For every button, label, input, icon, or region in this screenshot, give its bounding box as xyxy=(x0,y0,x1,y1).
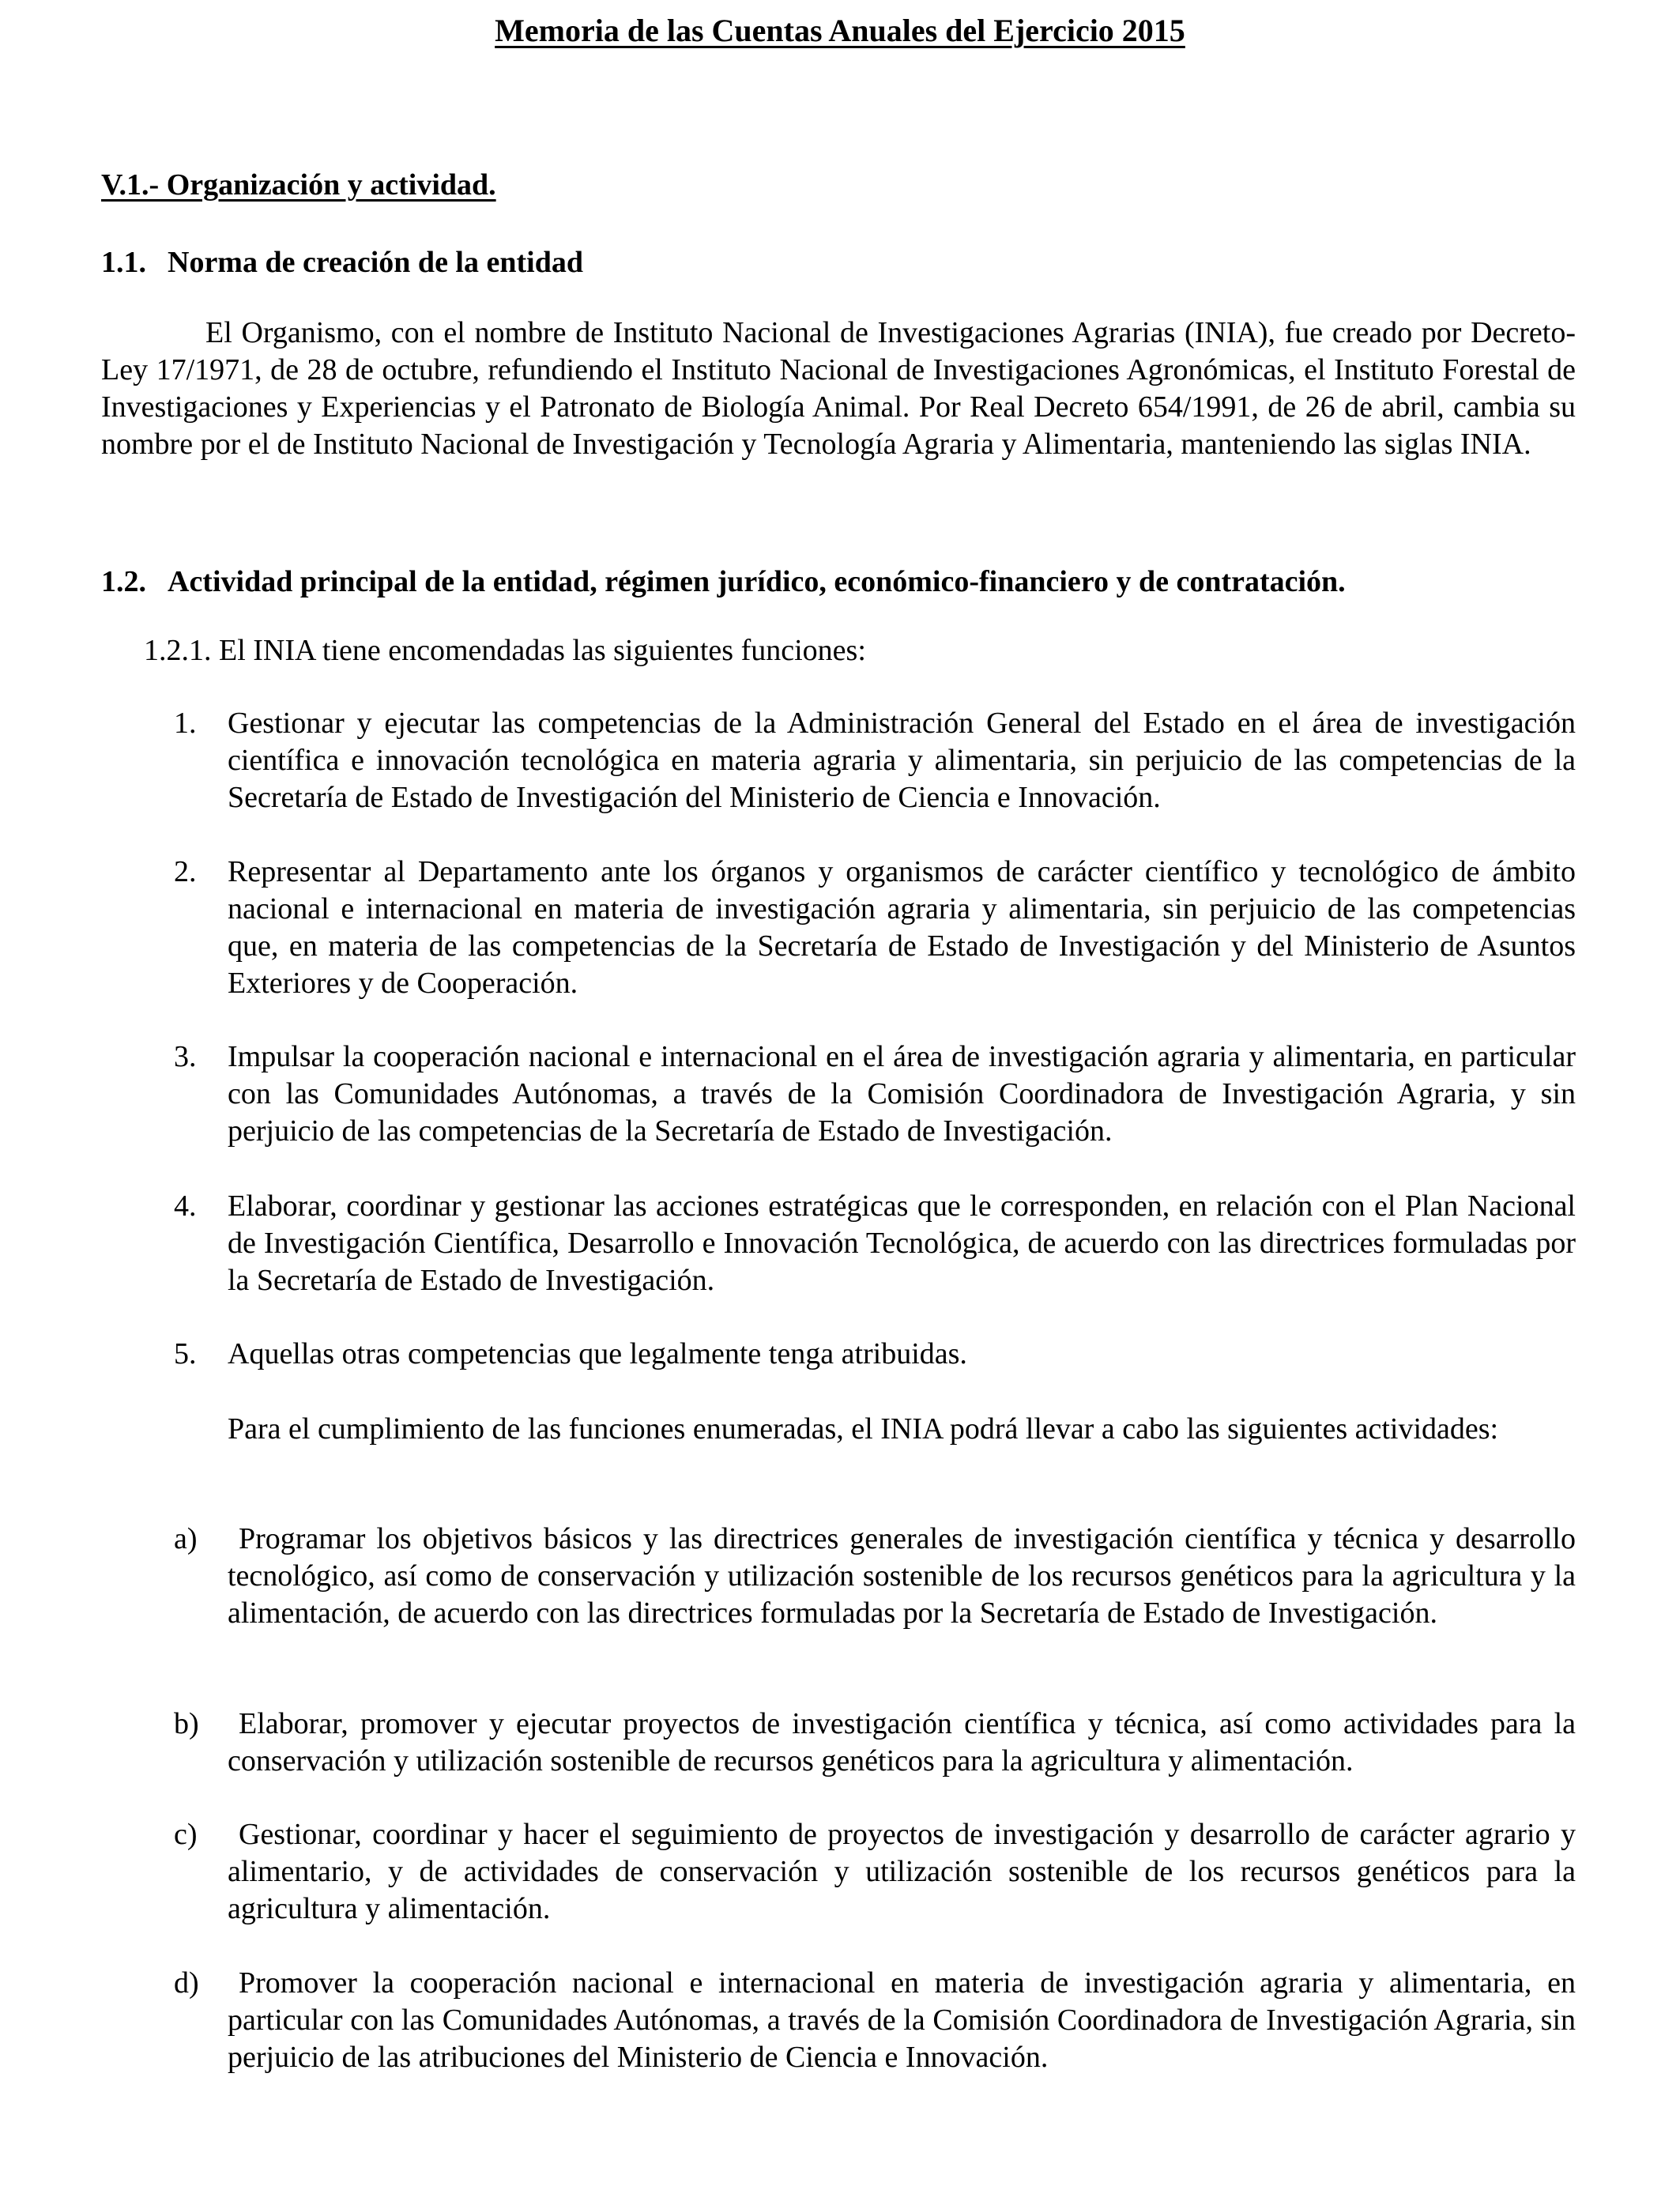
activity-item xyxy=(174,1521,1576,1632)
document-title: Memoria de las Cuentas Anuales del Ejercicio 2015 xyxy=(495,13,1185,48)
function-marker: 1. xyxy=(174,707,197,740)
function-marker: 5. xyxy=(174,1337,197,1370)
activity-marker: b) xyxy=(174,1707,199,1740)
function-marker: 3. xyxy=(174,1040,197,1073)
activity-text: Elaborar, promover y ejecutar proyectos de investigación científica y técnica, así como actividades para la conservación y utilización sostenible de recursos genéticos para la agricultura y alimentación. xyxy=(228,1707,1576,1777)
activity-text: Programar los objetivos básicos y las directrices generales de investigación científica y técnica y desarrollo tecnológico, así como de conservación y utilización sostenible de los recursos genéticos para la agricultura y la alimentación, de acuerdo con las directrices formuladas por la Secretaría de Estado de Investigación. xyxy=(228,1522,1576,1630)
function-text: Gestionar y ejecutar las competencias de la Administración General del Estado en el área de investigación científica e innovación tecnológica en materia agraria y alimentaria, sin perjuicio de las competencias de la Secretaría de Estado de Investigación del Ministerio de Ciencia e Innovación. xyxy=(228,707,1576,814)
subsection-1-1-heading xyxy=(101,243,583,281)
function-item xyxy=(174,1039,1576,1150)
activity-item xyxy=(174,1965,1576,2076)
activity-text: Gestionar, coordinar y hacer el seguimiento de proyectos de investigación y desarrollo de carácter agrario y alimentario, y de actividades de conservación y utilización sostenible de los recursos genéticos para la agricultura y alimentación. xyxy=(228,1818,1576,1925)
function-text: Aquellas otras competencias que legalmente tenga atribuidas. xyxy=(228,1337,967,1370)
function-text: Impulsar la cooperación nacional e internacional en el área de investigación agraria y alimentaria, en particular con las Comunidades Autónomas, a través de la Comisión Coordinadora de Investigación Agraria, y sin perjuicio de las competencias de la Secretaría de Estado de Investigación. xyxy=(228,1040,1576,1148)
functions-intro: 1.2.1. El INIA tiene encomendadas las siguientes funciones: xyxy=(144,634,866,667)
function-item xyxy=(174,1188,1576,1299)
activities-intro: Para el cumplimiento de las funciones enumeradas, el INIA podrá llevar a cabo las siguientes actividades: xyxy=(228,1412,1499,1446)
subsection-1-1-number: 1.1. xyxy=(101,246,146,279)
subsection-1-2-heading xyxy=(101,563,1346,601)
function-item xyxy=(174,705,1576,816)
activity-text: Promover la cooperación nacional e internacional en materia de investigación agraria y alimentaria, en particular con las Comunidades Autónomas, a través de la Comisión Coordinadora de Investigación Agraria, sin perjuicio de las atribuciones del Ministerio de Ciencia e Innovación. xyxy=(228,1966,1576,2074)
function-item xyxy=(174,1336,1576,1373)
function-text: Elaborar, coordinar y gestionar las acciones estratégicas que le corresponden, en relación con el Plan Nacional de Investigación Científica, Desarrollo e Innovación Tecnológica, de acuerdo con las directrices formuladas por la Secretaría de Estado de Investigación. xyxy=(228,1189,1576,1297)
function-marker: 2. xyxy=(174,855,197,888)
subsection-1-2-number: 1.2. xyxy=(101,565,146,598)
activity-marker: a) xyxy=(174,1522,198,1555)
activity-marker: c) xyxy=(174,1818,198,1851)
section-title: V.1.- Organización y actividad. xyxy=(101,168,496,202)
activity-item xyxy=(174,1706,1576,1780)
function-item xyxy=(174,854,1576,1002)
function-marker: 4. xyxy=(174,1189,197,1223)
subsection-1-1-title: Norma de creación de la entidad xyxy=(168,246,583,279)
subsection-1-1-paragraph: El Organismo, con el nombre de Instituto Nacional de Investigaciones Agrarias (INIA), fue creado por Decreto-Ley 17/1971, de 28 de octubre, refundiendo el Instituto Nacional de Investigaciones Agronómicas, el Instituto Forestal de Investigaciones y Experiencias y el Patronato de Biología Animal. Por Real Decreto 654/1991, de 26 de abril, cambia su nombre por el de Instituto Nacional de Investigación y Tecnología Agraria y Alimentaria, manteniendo las siglas INIA. xyxy=(101,316,1576,461)
subsection-1-2-title: Actividad principal de la entidad, régimen jurídico, económico-financiero y de contratación. xyxy=(168,565,1346,598)
function-text: Representar al Departamento ante los órganos y organismos de carácter científico y tecnológico de ámbito nacional e internacional en materia de investigación agraria y alimentaria, sin perjuicio de las competencias que, en materia de las competencias de la Secretaría de Estado de Investigación y del Ministerio de Asuntos Exteriores y de Cooperación. xyxy=(228,855,1576,1000)
activity-marker: d) xyxy=(174,1966,199,2000)
activity-item xyxy=(174,1816,1576,1928)
